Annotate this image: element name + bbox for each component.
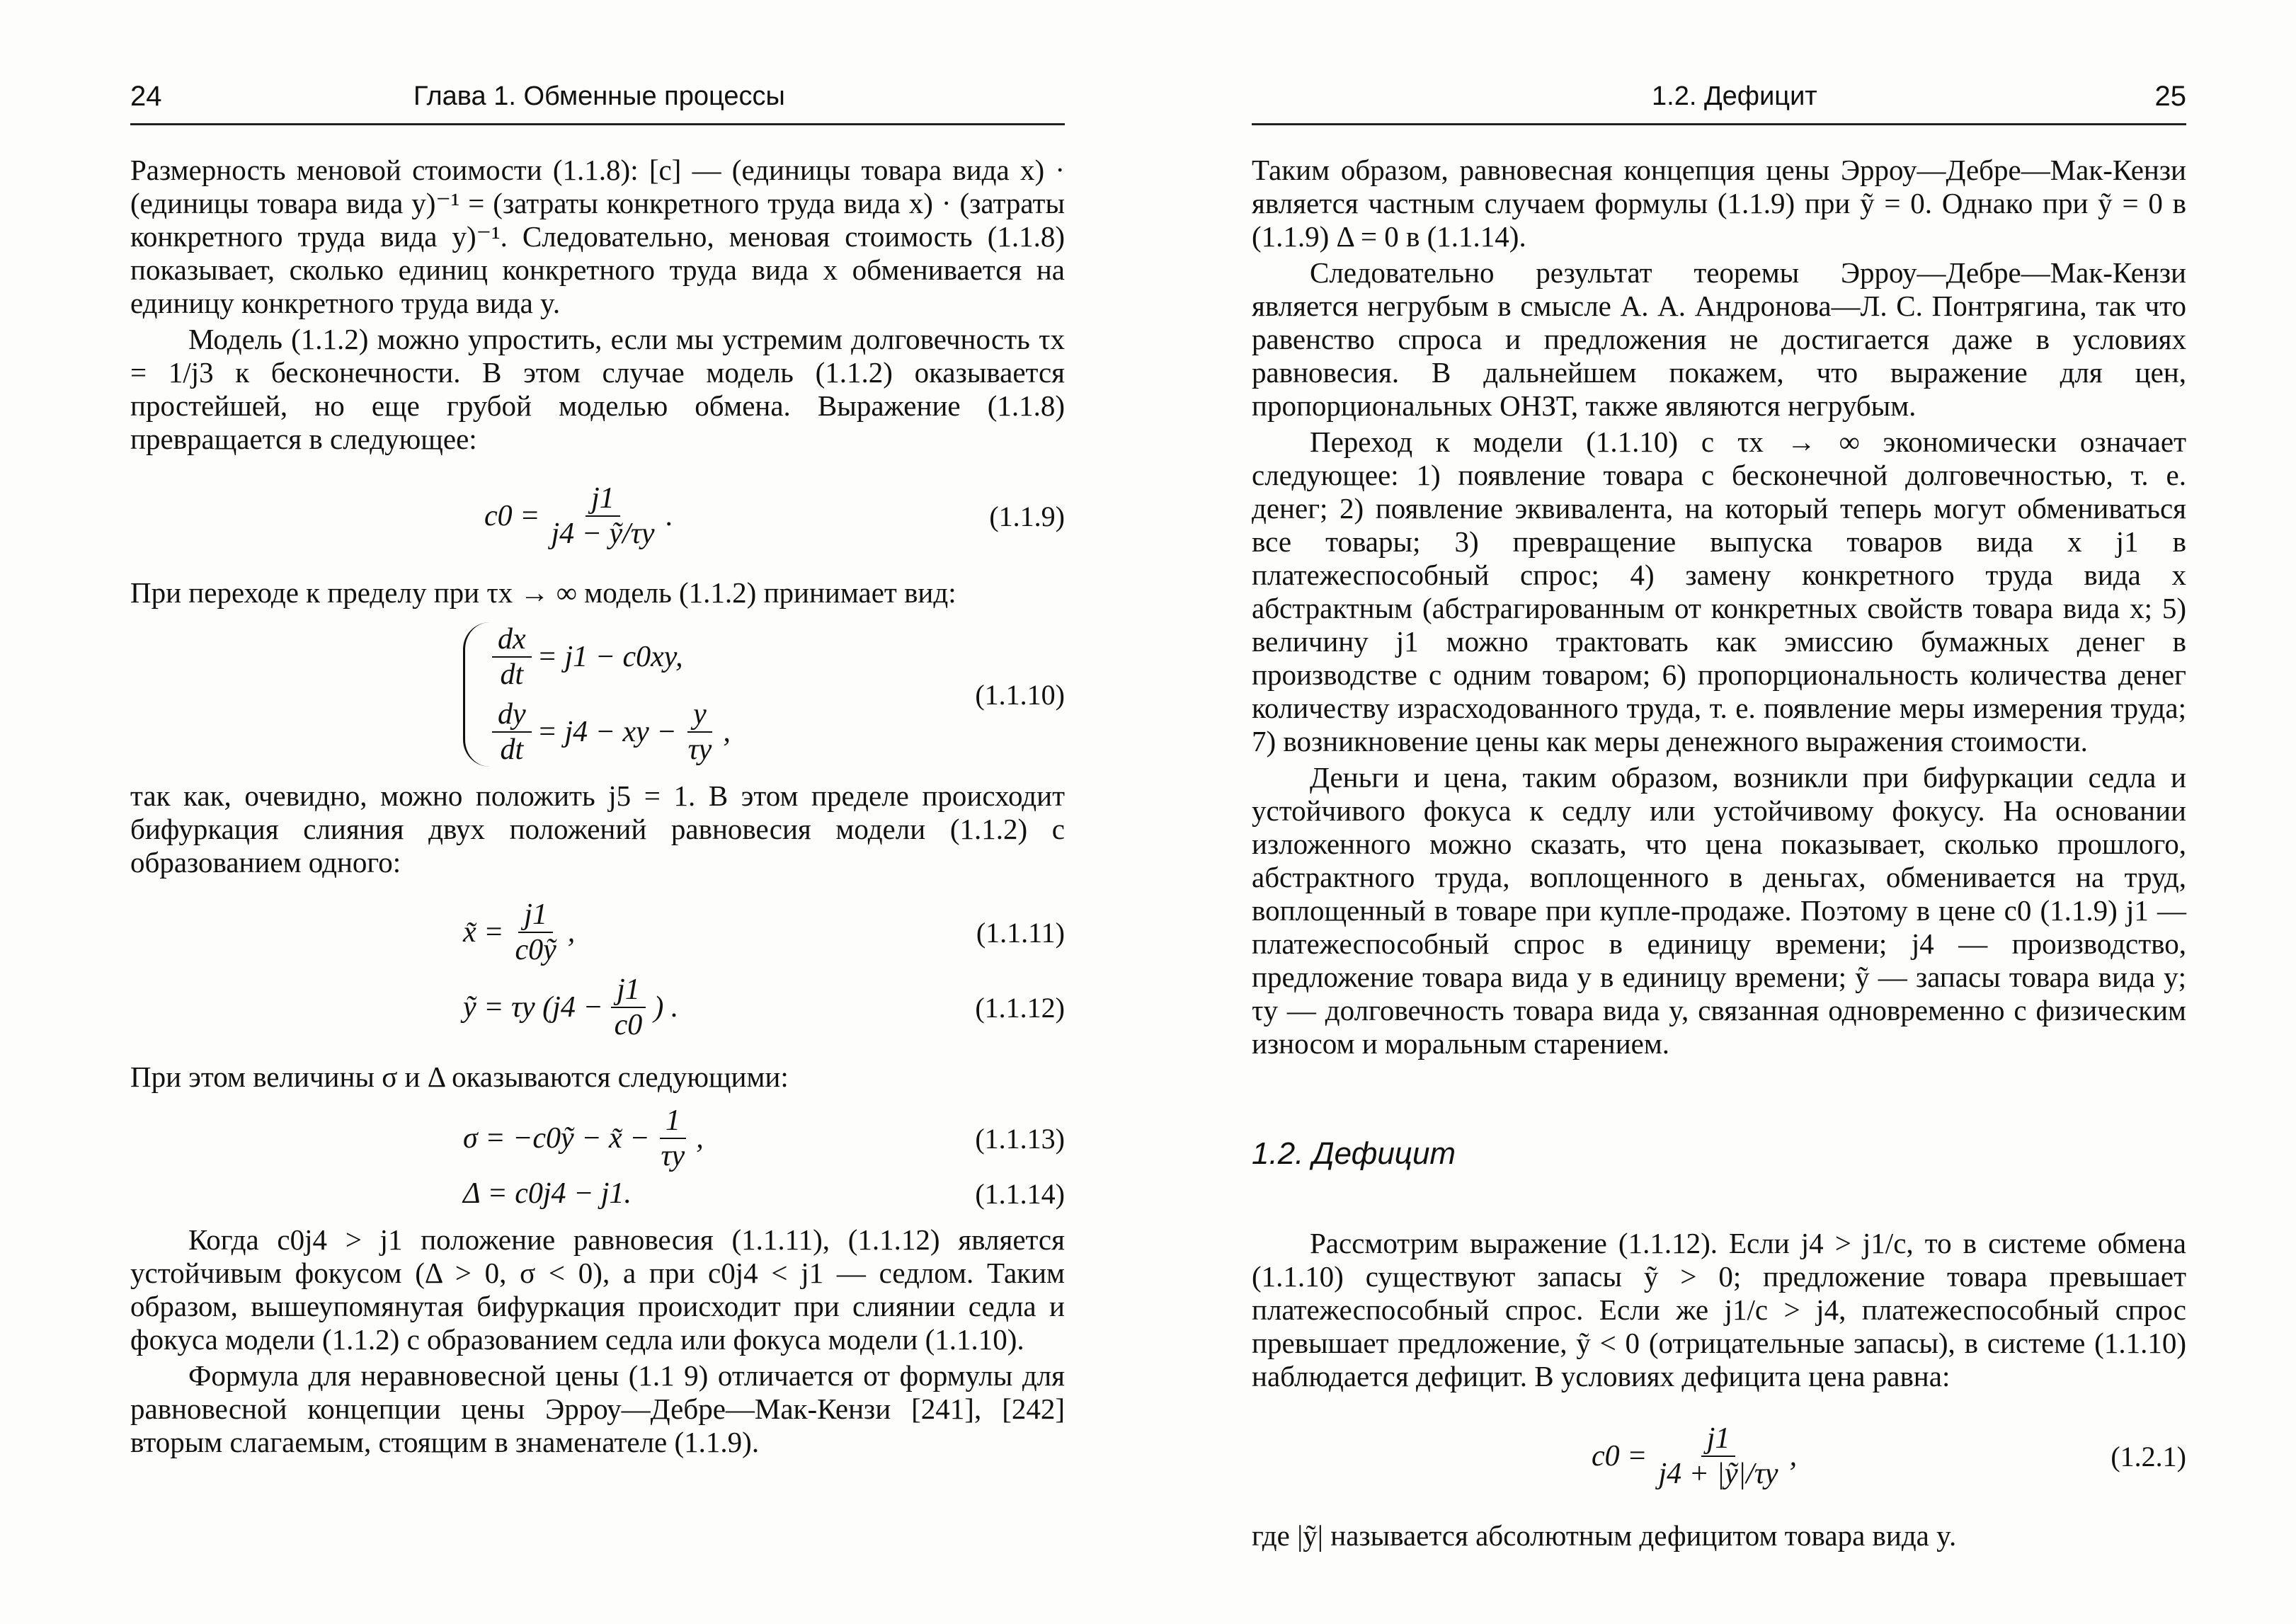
fraction-numerator: j1 [518, 898, 553, 933]
equation-lhs: c0 = [484, 499, 540, 532]
equation-tail: , [696, 1121, 704, 1155]
equation-lhs: x̃ = [463, 915, 504, 949]
fraction-numerator: dx [492, 622, 532, 658]
left-page-body [130, 154, 1065, 1459]
equation-number: (1.1.12) [975, 991, 1065, 1024]
equation-number: (1.2.1) [2111, 1440, 2186, 1473]
equation-number: (1.1.14) [975, 1178, 1065, 1210]
right-paragraph-5: Рассмотрим выражение (1.1.12). Если j4 > j1/c, то в системе обмена (1.1.10) существуют запасы ỹ > 0; предложение товара превышает платежеспособный спрос. Если же j1/c > j4, платежеспособный спрос превышает предложение, ỹ < 0 (отрицательные запасы), в системе (1.1.10) наблюдается дефицит. В условиях дефицита цена равна: [1252, 1227, 2186, 1393]
equation-1-1-14-formula: Δ = c0j4 − j1. [463, 1177, 632, 1210]
equation-1-1-12 [130, 973, 1065, 1042]
fraction [545, 481, 660, 551]
left-paragraph-1: Размерность меновой стоимости (1.1.8): [c] — (единицы товара вида x) · (единицы товара вида y)⁻¹ = (затраты конкретного труда вида x) · (затраты конкретного труда вида y)⁻¹. Следовательно, меновая стоимость (1.1.8) показывает, сколько единиц конкретного труда вида x обменивается на единицу конкретного труда вида y. [130, 154, 1065, 319]
left-running-title: Глава 1. Обменные процессы [413, 81, 785, 111]
left-paragraph-5: При этом величины σ и Δ оказываются следующими: [130, 1060, 789, 1093]
right-paragraph-2: Следовательно результат теоремы Эрроу—Дебре—Мак-Кензи является негрубым в смысле А. А. Андронова—Л. С. Понтрягина, так что равенство спроса и предложения не достигается даже в условиях равновесия. В дальнейшем покажем, что выражение для цен, пропорциональных ОНЗТ, также являются негрубым. [1252, 256, 2186, 422]
fraction [609, 973, 649, 1042]
equation-1-1-13 [130, 1104, 1065, 1173]
fraction-numerator: 1 [660, 1104, 686, 1139]
system-row-2-rhs: = j4 − xy − [537, 715, 677, 748]
left-paragraph-7: Формула для неравновесной цены (1.1 9) отличается от формулы для равновесной концепции цены Эрроу—Дебре—Мак-Кензи [241], [242] вторым слагаемым, стоящим в знаменателе (1.1.9). [130, 1359, 1065, 1458]
fraction-denominator: j4 + |ỹ|/τy [1658, 1458, 1778, 1490]
equation-1-1-11 [130, 898, 1065, 967]
equation-1-2-1-formula [1592, 1422, 1797, 1491]
right-page-number: 25 [2154, 81, 2186, 112]
right-page-body [1252, 154, 2186, 1552]
right-paragraph-3: Переход к модели (1.1.10) с τx → ∞ экономически означает следующее: 1) появление товара с бесконечной долговечностью, т. е. денег; 2) появление эквивалента, на который теперь могут обмениваться все товары; 3) превращение выпуска товаров вида x j1 в платежеспособный спрос; 4) замену конкретного труда вида x абстрактным (абстрагированным от конкретных свойств товара вида x; 5) величину j1 можно трактовать как эмиссию бумажных денег в производстве с одним товаром; 6) пропорциональность количества денег количеству израсходованного труда, т. е. появление меры измерения труда; 7) возникновение цены как меры денежного выражения стоимости. [1252, 425, 2186, 757]
equation-1-1-9 [130, 481, 1065, 551]
fraction-denominator: τy [687, 733, 712, 766]
fraction-denominator: τy [661, 1140, 685, 1172]
left-page [130, 79, 1065, 1601]
left-running-head [130, 79, 1065, 125]
fraction-denominator: dt [500, 658, 524, 691]
equation-1-1-10 [130, 622, 1065, 767]
fraction-y-over-tau [682, 697, 718, 767]
equation-lhs: c0 = [1592, 1439, 1647, 1473]
equation-1-1-14 [130, 1177, 1065, 1211]
system-row-2-end: , [723, 715, 731, 748]
equation-1-1-13-formula [463, 1104, 704, 1173]
equation-tail: . [666, 499, 673, 532]
left-paragraph-6: Когда c0j4 > j1 положение равновесия (1.1.11), (1.1.12) является устойчивым фокусом (Δ > 0, σ < 0), а при c0j4 < j1 — седлом. Таким образом, вышеупомянутая бифуркация происходит при слиянии седла и фокуса модели (1.1.2) с образованием седла или фокуса модели (1.1.10). [130, 1223, 1065, 1356]
derivative-dy-dt [492, 697, 532, 767]
derivative-dx-dt [492, 622, 532, 692]
system-row-1-rhs: = j1 − c0xy, [537, 640, 683, 673]
right-paragraph-6: где |ỹ| называется абсолютным дефицитом товара вида y. [1252, 1519, 1957, 1552]
right-page [1252, 79, 2186, 1601]
fraction-denominator: c0 [614, 1009, 643, 1041]
fraction-numerator: y [687, 697, 712, 733]
section-heading: 1.2. Дефицит [1252, 1136, 1456, 1171]
fraction [656, 1104, 691, 1173]
equation-1-1-12-formula [463, 973, 678, 1042]
equation-1-1-11-formula [463, 898, 575, 967]
equation-number: (1.1.13) [975, 1122, 1065, 1155]
right-paragraph-4: Деньги и цена, таким образом, возникли при бифуркации седла и устойчивого фокуса к седлу или устойчивому фокусу. На основании изложенного можно сказать, что цена показывает, сколько прошлого, абстрактного труда, воплощенного в деньгах, обменивается на труд, воплощенный в товаре при купле-продаже. Поэтому в цене c0 (1.1.9) j1 — платежеспособный спрос в единицу времени; j4 — производство, предложение товара вида y в единицу времени; ỹ — запасы товара вида y; τy — долговечность товара вида y, связанная одновременно с физическим износом и моральным старением. [1252, 761, 2186, 1060]
equation-1-1-9-formula [484, 481, 673, 551]
equation-tail: , [567, 915, 576, 949]
equation-lhs: σ = −c0ỹ − x̃ − [463, 1121, 650, 1155]
fraction-numerator: j1 [586, 481, 620, 517]
equation-1-2-1 [1252, 1422, 2186, 1491]
equation-system [463, 622, 731, 767]
system-row-1 [486, 622, 731, 692]
fraction [509, 898, 561, 967]
left-paragraph-4: так как, очевидно, можно положить j5 = 1. В этом пределе происходит бифуркация слияния двух положений равновесия модели (1.1.2) с образованием одного: [130, 779, 1065, 879]
equation-lhs: ỹ = τy (j4 − [463, 990, 603, 1024]
left-paragraph-2: Модель (1.1.2) можно упростить, если мы устремим долговечность τx = 1/j3 к бесконечности. В этом случае модель (1.1.2) оказывается простейшей, но еще грубой моделью обмена. Выражение (1.1.8) превращается в следующее: [130, 323, 1065, 455]
equation-number: (1.1.9) [989, 500, 1065, 532]
fraction-numerator: j1 [1701, 1422, 1736, 1457]
equation-tail: ) . [653, 990, 679, 1024]
right-running-title: 1.2. Дефицит [1652, 81, 1817, 111]
right-running-head [1252, 79, 2186, 125]
left-paragraph-3: При переходе к пределу при τx → ∞ модель (1.1.2) принимает вид: [130, 576, 956, 609]
equation-number: (1.1.10) [975, 678, 1065, 711]
left-page-number: 24 [130, 81, 162, 112]
equation-number: (1.1.11) [976, 916, 1065, 949]
fraction-numerator: j1 [611, 973, 646, 1008]
fraction-denominator: c0ỹ [515, 934, 556, 966]
equation-tail: , [1789, 1439, 1798, 1473]
fraction [1652, 1422, 1783, 1491]
fraction-denominator: j4 − ỹ/τy [551, 517, 655, 550]
fraction-numerator: dy [492, 697, 532, 733]
system-row-2 [486, 697, 731, 767]
fraction-denominator: dt [500, 733, 524, 766]
right-paragraph-1: Таким образом, равновесная концепция цены Эрроу—Дебре—Мак-Кензи является частным случаем формулы (1.1.9) при ỹ = 0. Однако при ỹ = 0 в (1.1.9) Δ = 0 в (1.1.14). [1252, 154, 2186, 253]
